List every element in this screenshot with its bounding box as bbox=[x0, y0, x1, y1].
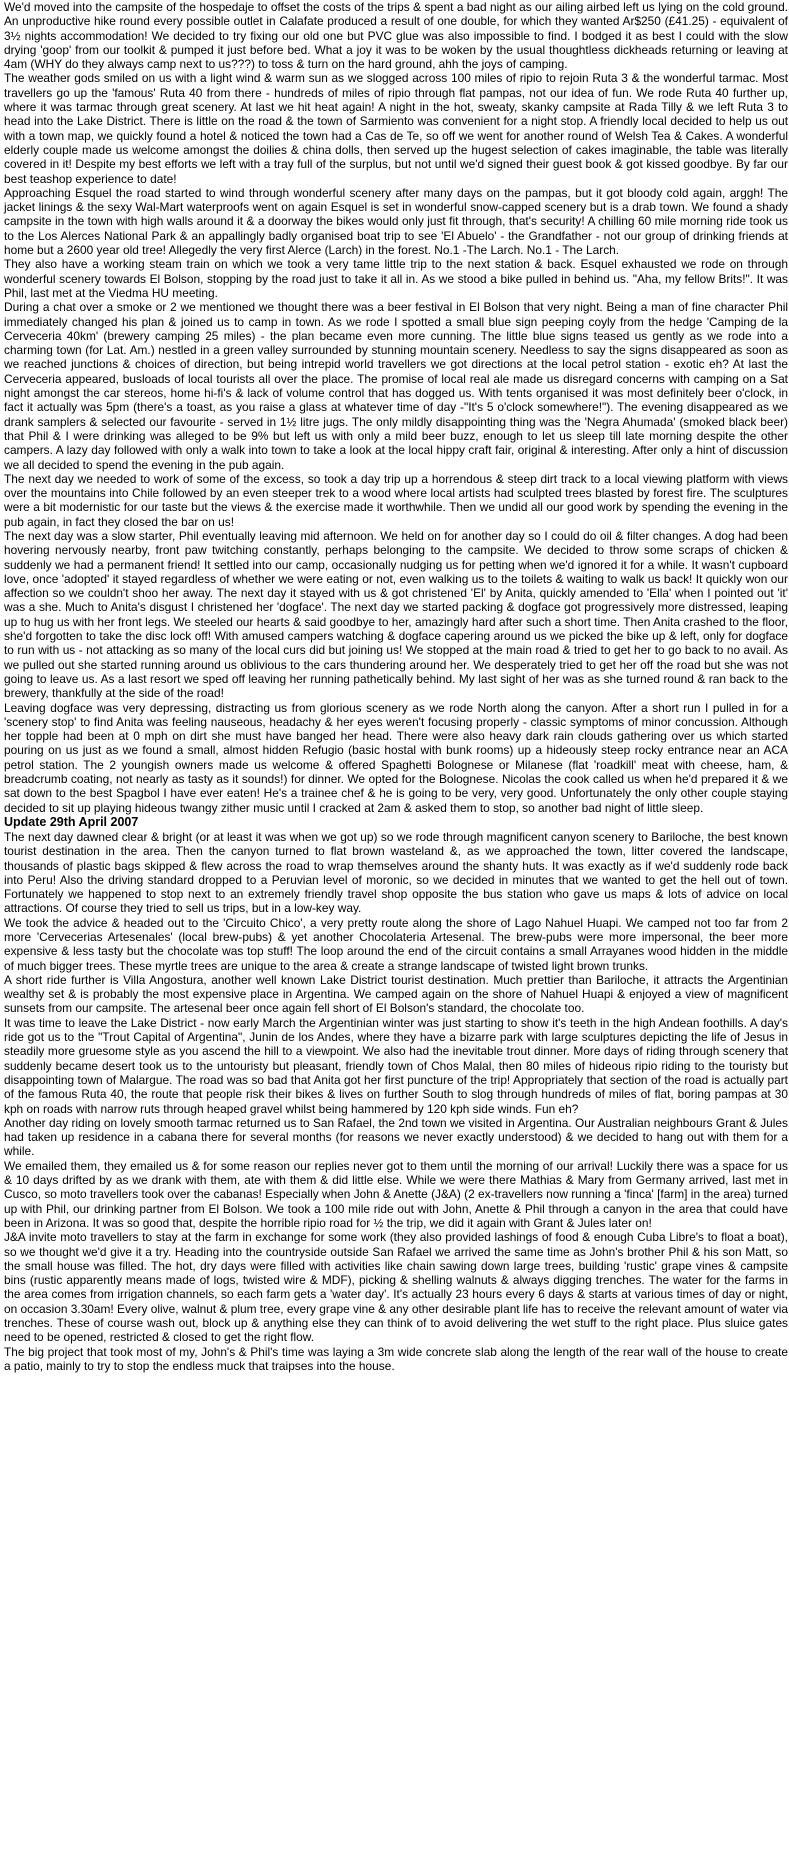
paragraph: They also have a working steam train on which we took a very tame little trip to the next station & back. Esquel exhausted we rode on through wonderful scenery towards El Bolson, stopping by the road just to take it all in. As we stood a bike pulled in behind us. "Aha, my fellow Brits!". It was Phil, last met at the Viedma HU meeting. bbox=[4, 257, 788, 300]
paragraph: We emailed them, they emailed us & for some reason our replies never got to them until the morning of our arrival! Luckily there was a space for us & 10 days drifted by as we drank with them, ate with them & did little else. While we were there Mathias & Mary from Germany arrived, last met in Cusco, so moto travellers took over the cabanas! Especially when John & Anette (J&A) (2 ex-travellers now running a 'finca' [farm] in the area) turned up with Phil, our drinking partner from El Bolson. We took a 100 mile ride out with John, Anette & Phil through a canyon in the area that could have been in Arizona. It was so good that, despite the horrible ripio road for ½ the trip, we did it again with Grant & Jules later on! bbox=[4, 1158, 788, 1230]
paragraph: The next day was a slow starter, Phil eventually leaving mid afternoon. We held on for another day so I could do oil & filter changes. A dog had been hovering nervously nearby, front paw twitching constantly, perhaps belonging to the campsite. We decided to throw some scraps of chicken & suddenly we had a permanent friend! It settled into our camp, occasionally nudging us for petting when we'd ignored it for a while. It wasn't cupboard love, once 'adopted' it stayed regardless of whether we were eating or not, even walking us to the toilets & waiting to walk us back! It quickly won our affection so we couldn't shoo her away. The next day it stayed with us & got christened 'El' by Anita, quickly amended to 'Ella' when I pointed out 'it' was a she. Much to Anita's disgust I christened her 'dogface'. The next day we started packing & dogface got progressively more distressed, leaping up to hug us with her front legs. We steeled our hearts & said goodbye to her, amazingly hard after such a short time. Then Anita crashed to the floor, she'd forgotten to take the disc lock off! With amused campers watching & dogface capering around us we picked the bike up & left, only for dogface to run with us - not attacking as so many of the local curs did but joining us! We stopped at the main road & tried to get her to go back to no avail. As we pulled out she started running around us oblivious to the cars thundering around her. We desperately tried to get her off the road but she was not going to leave us. As a last resort we sped off leaving her running pathetically behind. My last sight of her was as she turned round & ran back to the brewery, thankfully at the side of the road! bbox=[4, 528, 788, 701]
paragraph: During a chat over a smoke or 2 we mentioned we thought there was a beer festival in El Bolson that very night. Being a man of fine character Phil immediately changed his plan & joined us to camp in town. As we rode I spotted a small blue sign peeping coyly from the hedge 'Camping de la Cerveceria 40km' (brewery camping 25 miles) - the plan became even more cunning. The little blue signs teased us gently as we rode into a charming town (for Lat. Am.) nestled in a green valley surrounded by stunning mountain scenery. Needless to say the signs disappeared as soon as we reached junctions & choices of direction, but being intrepid world travellers we got directions at the local petrol station - exotic eh? At last the Cerveceria appeared, busloads of local tourists all over the place. The promise of local real ale made us disregard concerns with camping on a Sat night amongst the car stereos, home hi-fi's & lack of volume control that has dogged us. With tents organised it was most definitely beer o'clock, in fact it actually was 5pm (there's a toast, as you raise a glass at whatever time of day -"It's 5 o'clock somewhere!"). The evening disappeared as we drank samplers & selected our favourite - served in 1½ litre jugs. The only mildly disappointing thing was the 'Negra Ahumada' (smoked black beer) that Phil & I were drinking was alleged to be 9% but left us with only a mild beer buzz, enough to let us sleep till late morning despite the other campers. A lazy day followed with only a walk into town to take a look at the local hippy craft fair, original & interesting. After only a hint of discussion we all decided to spend the evening in the pub again. bbox=[4, 300, 788, 472]
paragraph: The big project that took most of my, John's & Phil's time was laying a 3m wide concrete slab along the length of the rear wall of the house to create a patio, mainly to try to stop the endless muck that traipses into the house. bbox=[4, 1344, 788, 1373]
paragraph: A short ride further is Villa Angostura, another well known Lake District tourist destination. Much prettier than Bariloche, it attracts the Argentinian wealthy set & is probably the most expensive place in Argentina. We camped again on the shore of Nahuel Huapi & enjoyed a view of magnificent sunsets from our campsite. The artesenal beer once again fell short of El Bolson's standard, the chocolate too. bbox=[4, 972, 788, 1016]
paragraph: The weather gods smiled on us with a light wind & warm sun as we slogged across 100 miles of ripio to rejoin Ruta 3 & the wonderful tarmac. Most travellers go up the 'famous' Ruta 40 from there - hundreds of miles of ripio through flat pampas, not our idea of fun. We rode Ruta 40 further up, where it was tarmac through great scenery. At last we hit heat again! A night in the hot, sweaty, skanky campsite at Rada Tilly & we left Ruta 3 to head into the Lake District. There is little on the road & the town of Sarmiento was convenient for a night stop. A friendly local decided to help us out with a town map, we quickly found a hotel & noticed the town had a Cas de Te, so off we went for another round of Welsh Tea & Cakes. A wonderful elderly couple made us welcome amongst the doilies & china dolls, then served up the hugest selection of cakes imaginable, the table was literally covered in it! Despite my best efforts we left with a tray full of the surplus, but not until we'd signed their guest book & got kissed goodbye. By far our best teashop experience to date! bbox=[4, 71, 788, 186]
paragraph: We took the advice & headed out to the 'Circuito Chico', a very pretty route along the shore of Lago Nahuel Huapi. We camped not too far from 2 more 'Cervecerias Artesenales' (local brew-pubs) & yet another Chocolateria Artesenal. The brew-pubs were more impersonal, the beer more expensive & less tasty but the chocolate was top stuff! The loop around the end of the circuit contains a small Arrayanes wood hidden in the middle of much bigger trees. These myrtle trees are unique to the area & create a strange landscape of twisted light brown trunks. bbox=[4, 915, 788, 973]
article-body bbox=[4, 0, 788, 1373]
paragraph: It was time to leave the Lake District - now early March the Argentinian winter was just starting to show it's teeth in the high Andean foothills. A day's ride got us to the "Trout Capital of Argentina", Junin de los Andes, where they have a bizarre park with large sculptures depicting the life of Jesus in steadily more gruesome style as you ascend the hill to a viewpoint. We also had the inevitable trout dinner. More days of riding through scenery that suddenly became desert took us to the untouristy but pleasant, friendly town of Chos Malal, then 80 miles of hideous ripio riding to the touristy but disappointing town of Malargue. The road was so bad that Anita got her first puncture of the trip! Appropriately that section of the road is actually part of the famous Ruta 40, the route that people risk their bikes & lives on further South to slog through hundreds of miles of flat, boring pampas at 30 kph on roads with narrow ruts through heaped gravel whilst being hammered by 120 kph side winds. Fun eh? bbox=[4, 1015, 788, 1116]
paragraph: Leaving dogface was very depressing, distracting us from glorious scenery as we rode North along the canyon. After a short run I pulled in for a 'scenery stop' to find Anita was feeling nauseous, headachy & her eyes weren't focusing properly - classic symptoms of minor concussion. Although her topple had been at 0 mph on dirt she must have banged her head. There were also heavy dark rain clouds gathering over us which started pouring on us just as we found a small, almost hidden Refugio (basic hostal with bunk rooms) up a hideously steep rocky entrance near an ACA petrol station. The 2 youngish owners made us welcome & offered Spaghetti Bolognese or Milanese (flat 'roadkill' meat with cheese, ham, & breadcrumb coating, not nearly as tasty as it sounds!) for dinner. We opted for the Bolognese. Nicolas the cook called us when he'd prepared it & we sat down to the best Spagbol I have ever eaten! He's a trainee chef & he is going to be very, very good. Unfortunately the only other couple staying decided to sit up playing hideous twangy zither music until I cracked at 2am & asked them to stop, so another bad night of little sleep. bbox=[4, 700, 788, 815]
paragraph: The next day we needed to work of some of the excess, so took a day trip up a horrendous & steep dirt track to a local viewing platform with views over the mountains into Chile followed by an even steeper trek to a wood where local artists had sculpted trees blasted by forest fire. The sculptures were a bit modernistic for our taste but the views & the exercise made it worthwhile. Then we undid all our good work by spending the evening in the pub again, in fact they closed the bar on us! bbox=[4, 471, 788, 529]
paragraph: We'd moved into the campsite of the hospedaje to offset the costs of the trips & spent a bad night as our ailing airbed left us lying on the cold ground. An unproductive hike round every possible outlet in Calafate produced a result of one double, for which they wanted Ar$250 (£41.25) - equivalent of 3½ nights accommodation! We decided to try fixing our old one but PVC glue was also impossible to find. I bodged it as best I could with the slow drying 'goop' from our toolkit & pumped it just before bed. What a joy it was to be woken by the usual thoughtless dickheads returning or leaving at 4am (WHY do they always camp next to us???) to toss & turn on the hard ground, ahh the joys of camping. bbox=[4, 0, 788, 72]
paragraph: Approaching Esquel the road started to wind through wonderful scenery after many days on the pampas, but it got bloody cold again, arggh! The jacket linings & the sexy Wal-Mart waterproofs went on again Esquel is set in wonderful snow-capped scenery but is a drab town. We found a shady campsite in the town with high walls around it & a doorway the bikes would only just fit through, that's security! A chilling 60 mile morning ride took us to the Los Alerces National Park & an appallingly badly organised boat trip to see 'El Abuelo' - the Grandfather - not our group of drinking friends at home but a 2600 year old tree! Allegedly the very first Alerce (Larch) in the forest. No.1 -The Larch. No.1 - The Larch. bbox=[4, 185, 788, 258]
paragraph: The next day dawned clear & bright (or at least it was when we got up) so we rode through magnificent canyon scenery to Bariloche, the best known tourist destination in the area. Then the canyon turned to flat brown wasteland &, as we approached the town, litter covered the landscape, thousands of plastic bags skipped & flew across the road to wrap themselves around the shanty huts. It was exactly as if we'd suddenly rode back into Peru! Also the driving standard dropped to a Peruvian level of moronic, so we decided in minutes that we wanted to get the hell out of town. Fortunately we happened to stop next to an extremely friendly travel shop opposite the bus station who gave us maps & lots of advice on local attractions. Of course they tried to sell us trips, but in a low-key way. bbox=[4, 829, 788, 916]
paragraphs-after-update bbox=[4, 830, 788, 1373]
paragraph: J&A invite moto travellers to stay at the farm in exchange for some work (they also provided lashings of food & enough Cuba Libre's to float a boat), so we thought we'd give it a try. Heading into the countryside outside San Rafael we arrived the same time as John's brother Phil & his son Matt, so the small house was filled. The hot, dry days were filled with activities like chain sawing down large trees, building 'rustic' grape vines & campsite bins (rustic apparently means made of logs, twisted wire & MDF), picking & shelling walnuts & always digging trenches. The water for the farms in the area comes from irrigation channels, so each farm gets a 'water day'. It's actually 23 hours every 6 days & starts at various times of day or night, on occasion 3.30am! Every olive, walnut & plum tree, every grape vine & any other desirable plant life has to receive the relevant amount of water via trenches. These of course wash out, block up & anything else they can think of to avoid delivering the wet stuff to the right place. Plus sluice gates need to be opened, restricted & closed to get the right flow. bbox=[4, 1230, 788, 1345]
update-heading: Update 29th April 2007 bbox=[4, 814, 139, 829]
paragraphs-before-update bbox=[4, 0, 788, 815]
paragraph: Another day riding on lovely smooth tarmac returned us to San Rafael, the 2nd town we visited in Argentina. Our Australian neighbours Grant & Jules had taken up residence in a cabana there for several months (for reasons we never exactly understood) & we decided to hang out with them for a while. bbox=[4, 1115, 788, 1159]
